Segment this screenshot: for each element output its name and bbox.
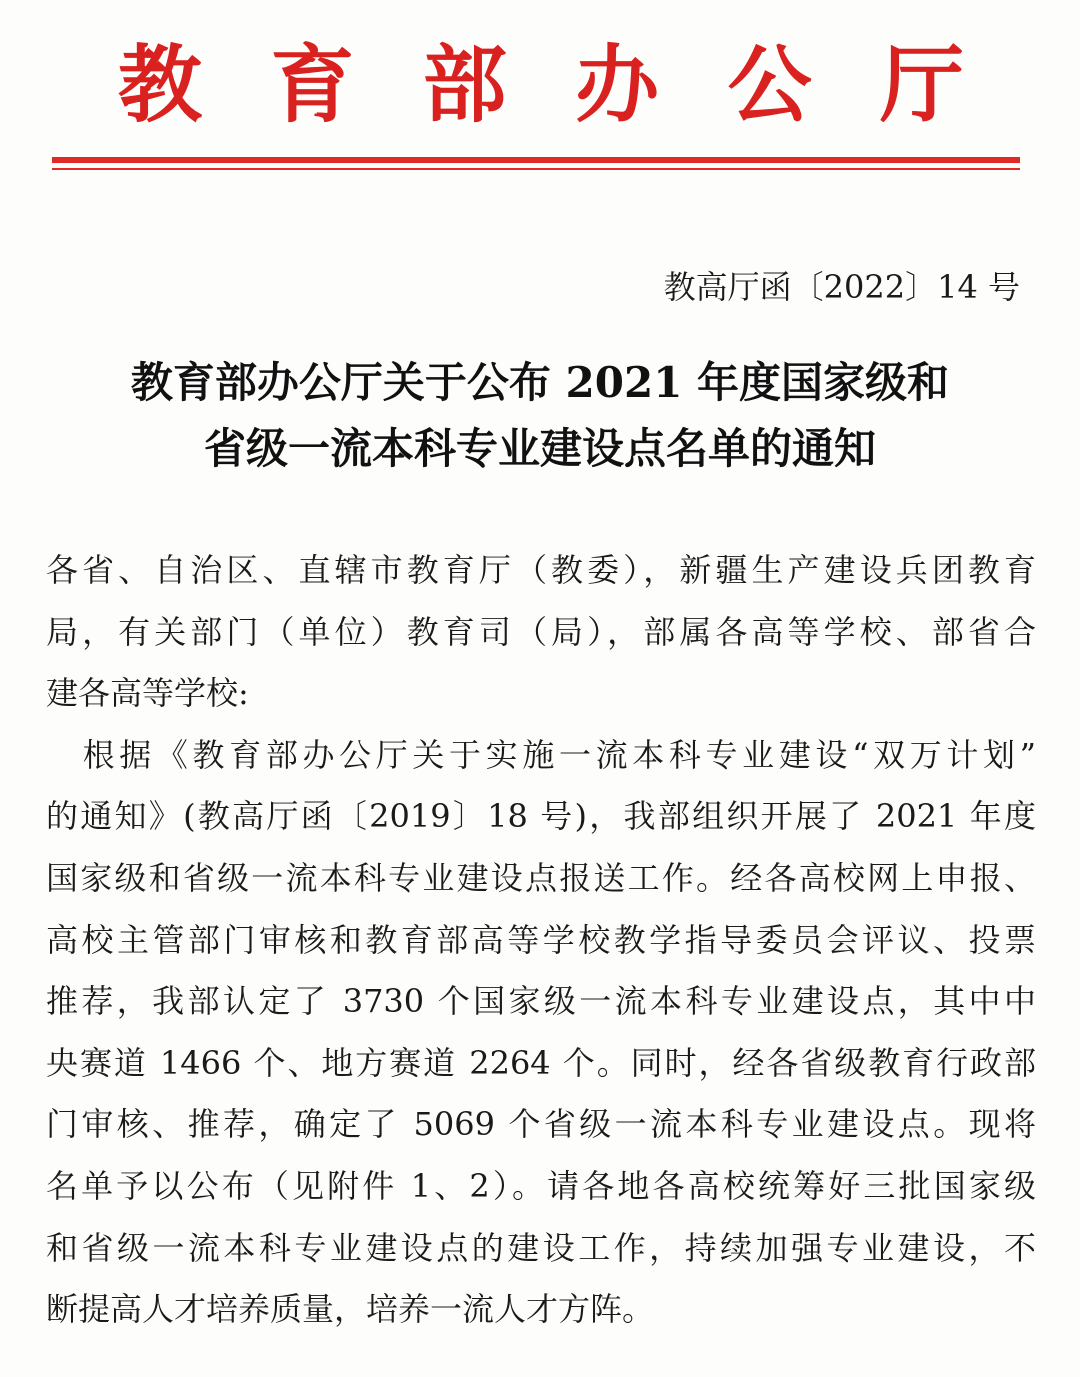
issuer-char: 办 — [575, 35, 660, 134]
issuer-char: 厅 — [879, 35, 964, 134]
document-body — [46, 540, 1036, 1341]
body-line: 国家级和省级一流本科专业建设点报送工作。经各高校网上申报、 — [46, 858, 1036, 897]
body-line: 根据《教育部办公厅关于实施一流本科专业建设“双万计划” — [46, 735, 1036, 774]
document-title — [50, 350, 1030, 482]
body-line: 名单予以公布（见附件 1、2）。请各地各高校统筹好三批国家级 — [46, 1166, 1036, 1205]
issuer-header — [50, 30, 1030, 140]
body-line: 门审核、推荐，确定了 5069 个省级一流本科专业建设点。现将 — [46, 1105, 1036, 1144]
body-line: 和省级一流本科专业建设点的建设工作，持续加强专业建设，不 — [46, 1228, 1036, 1267]
header-rule-thick — [52, 157, 1020, 163]
document-number: 教高厅函〔2022〕14 号 — [663, 268, 1020, 306]
issuer-char: 部 — [422, 35, 507, 134]
title-line: 教育部办公厅关于公布 2021 年度国家级和 — [130, 358, 950, 407]
header-rule-thin — [52, 168, 1020, 170]
body-line: 建各高等学校: — [46, 674, 249, 713]
issuer-char: 教 — [118, 35, 203, 134]
issuer-char: 育 — [270, 35, 355, 134]
body-line: 各省、自治区、直辖市教育厅（教委），新疆生产建设兵团教育 — [46, 551, 1036, 589]
body-line: 局，有关部门（单位）教育司（局），部属各高等学校、部省合 — [46, 612, 1036, 651]
body-line: 推荐，我部认定了 3730 个国家级一流本科专业建设点，其中中 — [46, 982, 1036, 1021]
issuer-char: 公 — [727, 35, 812, 134]
body-line: 央赛道 1466 个、地方赛道 2264 个。同时，经各省级教育行政部 — [46, 1043, 1036, 1082]
body-line: 的通知》(教高厅函〔2019〕18 号)，我部组织开展了 2021 年度 — [46, 797, 1036, 836]
body-line: 高校主管部门审核和教育部高等学校教学指导委员会评议、投票 — [46, 920, 1036, 959]
body-line: 断提高人才培养质量，培养一流人才方阵。 — [46, 1290, 655, 1329]
title-line: 省级一流本科专业建设点名单的通知 — [203, 424, 876, 473]
